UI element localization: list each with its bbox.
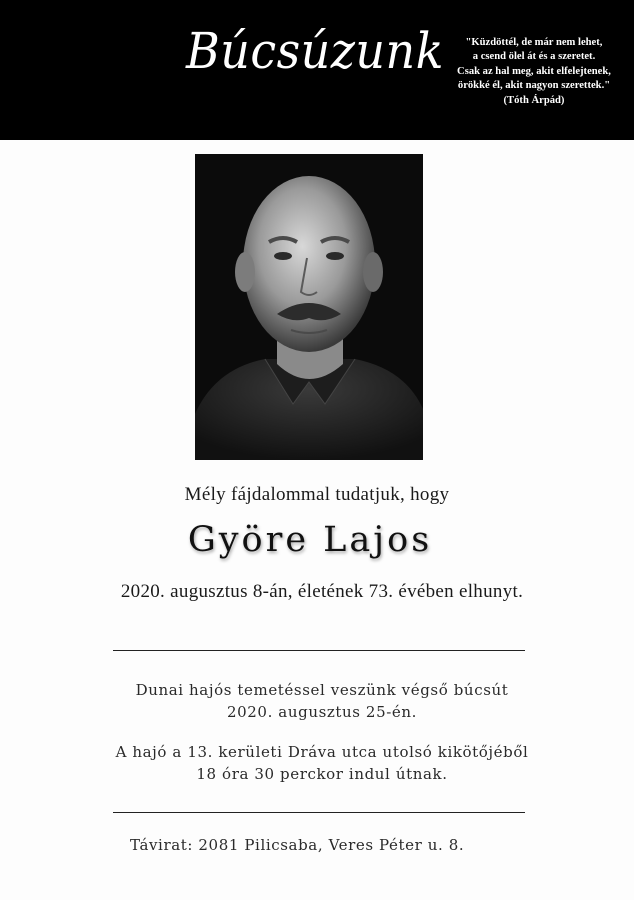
funeral-date-text: Dunai hajós temetéssel veszünk végső búcsút 2020. augusztus 25-én.: [135, 681, 509, 721]
divider-top: [113, 650, 525, 651]
funeral-info: [110, 679, 534, 785]
quote-line: a csend ölel át és a szeretet.: [472, 51, 596, 63]
quote-line: Csak az hal meg, akit elfelejtenek,: [457, 65, 611, 77]
portrait-photo: [195, 154, 423, 460]
page-title: Búcsúzunk: [186, 22, 444, 80]
quote-author: (Tóth Árpád): [503, 94, 565, 106]
memorial-quote: [440, 36, 628, 108]
death-notice: 2020. augusztus 8-án, életének 73. évében elhunyt.: [120, 581, 524, 602]
deceased-name: Györe Lajos: [187, 520, 433, 560]
header-banner: [0, 0, 634, 140]
funeral-departure-text: A hajó a 13. kerületi Dráva utca utolsó kikötőjéből 18 óra 30 perckor indul útnak.: [115, 743, 529, 783]
divider-bottom: [113, 812, 525, 813]
intro-text: Mély fájdalommal tudatjuk, hogy: [184, 484, 450, 505]
telegram-address: Távirat: 2081 Pilicsaba, Veres Péter u. 8.: [130, 836, 465, 854]
quote-line: "Küzdöttél, de már nem lehet,: [465, 37, 603, 48]
quote-line: örökké él, akit nagyon szerettek.": [457, 80, 611, 92]
